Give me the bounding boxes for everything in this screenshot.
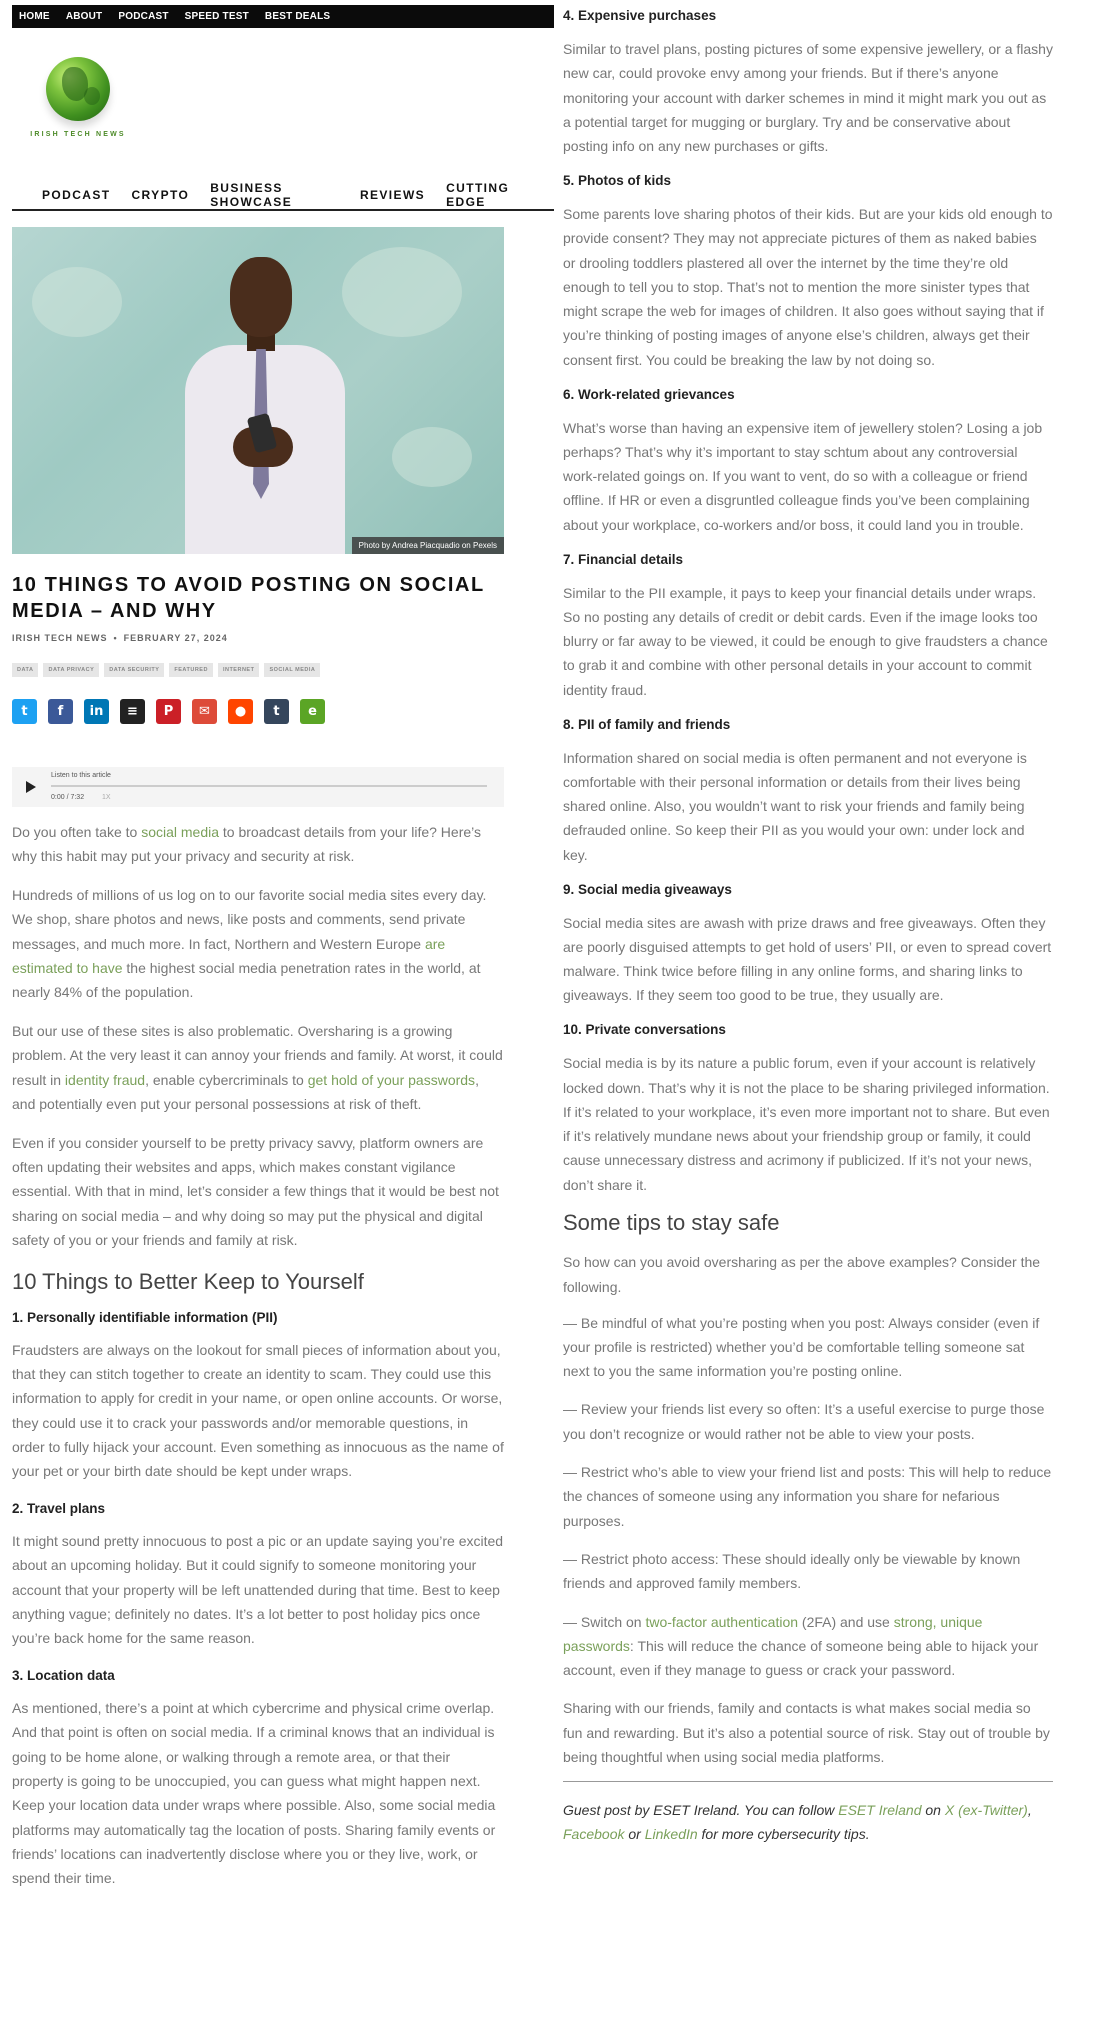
- audio-label: Listen to this article: [51, 772, 111, 779]
- item-paragraph: [12, 1529, 504, 1650]
- item-heading: 4. Expensive purchases: [563, 8, 717, 23]
- inline-link[interactable]: strong, unique passwords: [563, 1613, 983, 1654]
- item-heading: 2. Travel plans: [12, 1501, 106, 1517]
- nav-podcast[interactable]: PODCAST: [42, 188, 111, 202]
- audio-player: [12, 767, 504, 807]
- tag-internet[interactable]: INTERNET: [218, 663, 260, 677]
- article-body-left: [12, 820, 504, 1905]
- tag-featured[interactable]: FEATURED: [169, 663, 213, 677]
- tag-list: [12, 663, 325, 677]
- item-heading: 7. Financial details: [563, 551, 684, 567]
- text-run: But our use of these sites is also problematic. Oversharing is a growing problem. At the very least it can annoy your friends and family. At worst, it could result in: [12, 1023, 503, 1088]
- text-run: Some parents love sharing photos of their kids. But are your kids old enough to provide consent? They may not appreciate pictures of them as naked babies or drooling toddlers plastered all over the internet by the time they’re old enough to tell you to stop. That’s not to mention the more sinister types that might scrape the web for images of children. It also goes without saying that if you’re thinking of posting images of anyone else’s children, always get their consent first. You could be breaking the law by not doing so.: [563, 205, 1053, 368]
- item-heading: 5. Photos of kids: [563, 172, 672, 188]
- tip-item: [563, 1311, 1053, 1384]
- text-run: As mentioned, there’s a point at which cybercrime and physical crime overlap. And that point is often on social media. If a criminal knows that an individual is going to be home alone, or walking through a remote area, or that their property is going to be unoccupied, you can guess what might happen next. Keep your location data under wraps where possible. Also, some social media platforms may automatically tag the location of posts. Sharing family events or friends’ locations can inadvertently disclose where you or they live, work, or spend their time.: [12, 1700, 496, 1887]
- text-run: — Be mindful of what you’re posting when you post: Always consider (even if your profile is restricted) whether you’d be comfortable telling someone sat next to you the same information you’re posting online.: [563, 1314, 1040, 1380]
- item-heading: 9. Social media giveaways: [563, 881, 732, 897]
- text-run: Similar to the PII example, it pays to keep your financial details under wraps. So no posting any details of credit or debit cards. Even if the image looks too blurry or far away to be viewed, it could be enough to give fraudsters a chance to grab it and combine with other personal details in your account to commit identity fraud.: [563, 584, 1048, 698]
- topnav-best-deals[interactable]: BEST DEALS: [264, 11, 331, 22]
- nav-crypto[interactable]: CRYPTO: [131, 188, 190, 202]
- text-run: the highest social media penetration rates in the world, at nearly 84% of the population.: [12, 959, 481, 1001]
- inline-link[interactable]: social media: [141, 824, 220, 840]
- item-paragraph: [563, 416, 1053, 537]
- text-run: Hundreds of millions of us log on to our favorite social media sites every day. We shop, share photos and news, like posts and comments, send private messages, and much more. In fact, Northern and Western Europe: [12, 887, 487, 952]
- item-paragraph: [12, 1696, 504, 1890]
- facebook-share-button[interactable]: f: [48, 699, 73, 724]
- topnav-home[interactable]: HOME: [19, 11, 50, 22]
- text-run: : This will reduce the chance of someone being able to hijack your account, even if they manage to guess or crack your password.: [563, 1637, 1039, 1679]
- inline-link[interactable]: identity fraud: [64, 1071, 146, 1088]
- text-run: What’s worse than having an expensive item of jewellery stolen? Losing a job perhaps? That’s why it’s important to stay schtum about any controversial work-related goings on. If you want to vent, do so with a colleague or friend offline. If HR or even a disgruntled colleague finds you’ve been complaining about your workplace, co-workers and/or boss, it could land you in trouble.: [563, 419, 1043, 533]
- inline-link[interactable]: Facebook: [563, 1826, 625, 1843]
- text-run: Fraudsters are always on the lookout for small pieces of information about you, that they can stitch together to create an identity to scam. They could use this information to apply for credit in your name, or open online accounts. Or worse, they could use it to crack your passwords and/or memorable questions, in order to fully hijack your account. Even something as innocuous as the name of your pet or your birth date should be kept under wraps.: [12, 1341, 504, 1480]
- inline-link[interactable]: ESET Ireland: [838, 1801, 922, 1818]
- item-paragraph: [563, 911, 1053, 1008]
- text-run: — Review your friends list every so often: It’s a useful exercise to purge those you don’t recognize or would rather not be able to view your posts.: [563, 1401, 1045, 1442]
- divider: [563, 1781, 1053, 1782]
- nav-cutting-edge[interactable]: CUTTING EDGE: [446, 181, 510, 209]
- linkedin-share-button[interactable]: in: [84, 699, 109, 724]
- reddit-share-button[interactable]: ●: [228, 699, 253, 724]
- text-run: Do you often take to: [12, 824, 142, 840]
- topnav-about[interactable]: ABOUT: [65, 11, 103, 22]
- tag-data-security[interactable]: DATA SECURITY: [104, 663, 164, 677]
- topnav-speed-test[interactable]: SPEED TEST: [184, 11, 249, 22]
- text-run: for more cybersecurity tips.: [697, 1826, 870, 1843]
- section-heading-things: 10 Things to Better Keep to Yourself: [12, 1268, 364, 1294]
- intro-paragraphs: [12, 820, 504, 1252]
- guest-post-note: [563, 1798, 1053, 1847]
- tip-item: [563, 1547, 1053, 1596]
- topnav-podcast[interactable]: PODCAST: [118, 11, 169, 22]
- item-paragraph: [563, 746, 1053, 867]
- main-navigation: [12, 181, 554, 211]
- text-run: — Switch on: [563, 1613, 646, 1630]
- right-items: [563, 5, 1053, 1197]
- tip-item: [563, 1610, 1053, 1683]
- item-paragraph: [563, 1051, 1053, 1197]
- tips-intro: So how can you avoid oversharing as per the above examples? Consider the following.: [563, 1254, 1041, 1295]
- byline-separator: •: [113, 633, 118, 643]
- item-heading: 6. Work-related grievances: [563, 386, 735, 402]
- publish-date: FEBRUARY 27, 2024: [123, 633, 228, 643]
- play-icon[interactable]: [26, 781, 36, 793]
- intro-paragraph: [12, 820, 504, 869]
- item-paragraph: [563, 202, 1053, 372]
- item-paragraph: [12, 1338, 504, 1484]
- intro-paragraph: [12, 1131, 504, 1252]
- tumblr-share-button[interactable]: t: [264, 699, 289, 724]
- tag-data-privacy[interactable]: DATA PRIVACY: [43, 663, 99, 677]
- hero-person-figure: [177, 257, 357, 554]
- closing-paragraph: Sharing with our friends, family and contacts is what makes social media so fun and rewarding. But it’s also a potential source of risk. Stay out of trouble by being thoughtful when using social media platforms.: [563, 1700, 1050, 1766]
- inline-link[interactable]: two-factor authentication: [645, 1613, 799, 1630]
- photo-credit: Photo by Andrea Piacquadio on Pexels: [352, 537, 504, 554]
- text-run: on: [921, 1801, 945, 1818]
- nav-business-showcase[interactable]: BUSINESS SHOWCASE: [210, 181, 293, 209]
- text-run: Similar to travel plans, posting pictures of some expensive jewellery, or a flashy new car, could provoke envy among your friends. But if there’s anyone monitoring your account with darker schemes in mind it might mark you out as a potential target for mugging or burglary. Try and be conservative about posting info on any new purchases or gifts.: [563, 41, 1053, 155]
- pinterest-share-button[interactable]: P: [156, 699, 181, 724]
- top-navbar: [12, 5, 554, 28]
- text-run: to broadcast details from your life? Here’s why this habit may put your privacy and security at risk.: [12, 824, 482, 865]
- text-run: (2FA) and use: [798, 1613, 894, 1630]
- share-buttons: [12, 699, 336, 724]
- buffer-share-button[interactable]: ≡: [120, 699, 145, 724]
- logo-text: IRISH TECH NEWS: [30, 131, 126, 138]
- email-share-button[interactable]: ✉: [192, 699, 217, 724]
- inline-link[interactable]: LinkedIn: [644, 1826, 698, 1843]
- byline: [12, 633, 228, 643]
- text-run: Even if you consider yourself to be pretty privacy savvy, platform owners are often updating their websites and apps, which makes constant vigilance essential. With that in mind, let’s consider a few things that it would be best not sharing on social media – and why doing so may put the physical and digital safety of you or your friends and family at risk.: [12, 1134, 499, 1248]
- intro-paragraph: [12, 1019, 504, 1116]
- item-paragraph: [563, 581, 1053, 702]
- twitter-share-button[interactable]: t: [12, 699, 37, 724]
- inline-link[interactable]: are estimated to have: [12, 935, 446, 976]
- text-run: Information shared on social media is often permanent and not everyone is comfortable with their personal information or details from their lives being shared online. Also, you wouldn’t want to risk your friends and family being defrauded online. So keep their PII as you would your own: under lock and key.: [563, 749, 1027, 863]
- text-run: , and potentially even put your personal possessions at risk of theft.: [12, 1071, 479, 1112]
- text-run: Guest post by ESET Ireland. You can follow: [563, 1801, 839, 1818]
- audio-speed[interactable]: 1X: [102, 794, 111, 801]
- tips-list: [563, 1311, 1053, 1683]
- right-column: [563, 5, 1053, 1858]
- site-logo[interactable]: [28, 57, 128, 138]
- text-run: Social media sites are awash with prize draws and free giveaways. Often they are poorly disguised attempts to get hold of users’ PII, or even to spread covert malware. Think twice before filling in any online forms, and sharing links to giveaways. If they seem too good to be true, they usually are.: [563, 914, 1052, 1004]
- nav-reviews[interactable]: REVIEWS: [359, 188, 426, 202]
- text-run: or: [624, 1826, 645, 1843]
- item-heading: 8. PII of family and friends: [563, 716, 731, 732]
- item-paragraph: [563, 37, 1053, 158]
- audio-progress-track[interactable]: [51, 785, 487, 787]
- inline-link[interactable]: get hold of your passwords: [307, 1071, 476, 1088]
- item-heading: 10. Private conversations: [563, 1022, 726, 1038]
- tip-item: [563, 1397, 1053, 1446]
- hero-image: [12, 227, 504, 554]
- left-column: [12, 5, 554, 1887]
- tip-item: [563, 1460, 1053, 1533]
- tag-data[interactable]: DATA: [12, 663, 38, 677]
- author[interactable]: IRISH TECH NEWS: [12, 633, 108, 643]
- text-run: It might sound pretty innocuous to post a pic or an update saying you’re excited about an upcoming holiday. But it could signify to someone monitoring your account that your property will be left unattended during that time. Best to keep anything vague; definitely no dates. It’s a lot better to post holiday pics once you’re back home for the same reason.: [12, 1533, 504, 1647]
- tag-social-media[interactable]: SOCIAL MEDIA: [264, 663, 320, 677]
- globe-logo-icon: [46, 57, 110, 121]
- section-heading-tips: Some tips to stay safe: [563, 1210, 780, 1236]
- item-heading: 1. Personally identifiable information (PII): [12, 1309, 278, 1325]
- text-run: Social media is by its nature a public forum, even if your account is relatively locked down. That’s why it is not the place to be sharing privileged information. If it’s related to your workplace, it’s even more important not to share. But even if it’s relatively mundane news about your friendship group or family, it could cause unnecessary distress and acrimony if publicized. If it’s not your news, don’t share it.: [563, 1055, 1050, 1193]
- article-title: 10 THINGS TO AVOID POSTING ON SOCIAL MEDIA – AND WHY: [12, 574, 485, 622]
- left-items: [12, 1307, 504, 1891]
- text-run: , enable cybercriminals to: [145, 1071, 308, 1088]
- intro-paragraph: [12, 883, 504, 1004]
- text-run: ,: [1027, 1801, 1032, 1818]
- evernote-share-button[interactable]: e: [300, 699, 325, 724]
- audio-time: 0:00 / 7:32: [51, 794, 85, 801]
- text-run: — Restrict who’s able to view your friend list and posts: This will help to reduce the chances of someone using any information you share for nefarious purposes.: [563, 1464, 1052, 1529]
- text-run: — Restrict photo access: These should ideally only be viewable by known friends and approved family members.: [563, 1550, 1021, 1592]
- item-heading: 3. Location data: [12, 1668, 115, 1684]
- inline-link[interactable]: X (ex-Twitter): [944, 1801, 1028, 1818]
